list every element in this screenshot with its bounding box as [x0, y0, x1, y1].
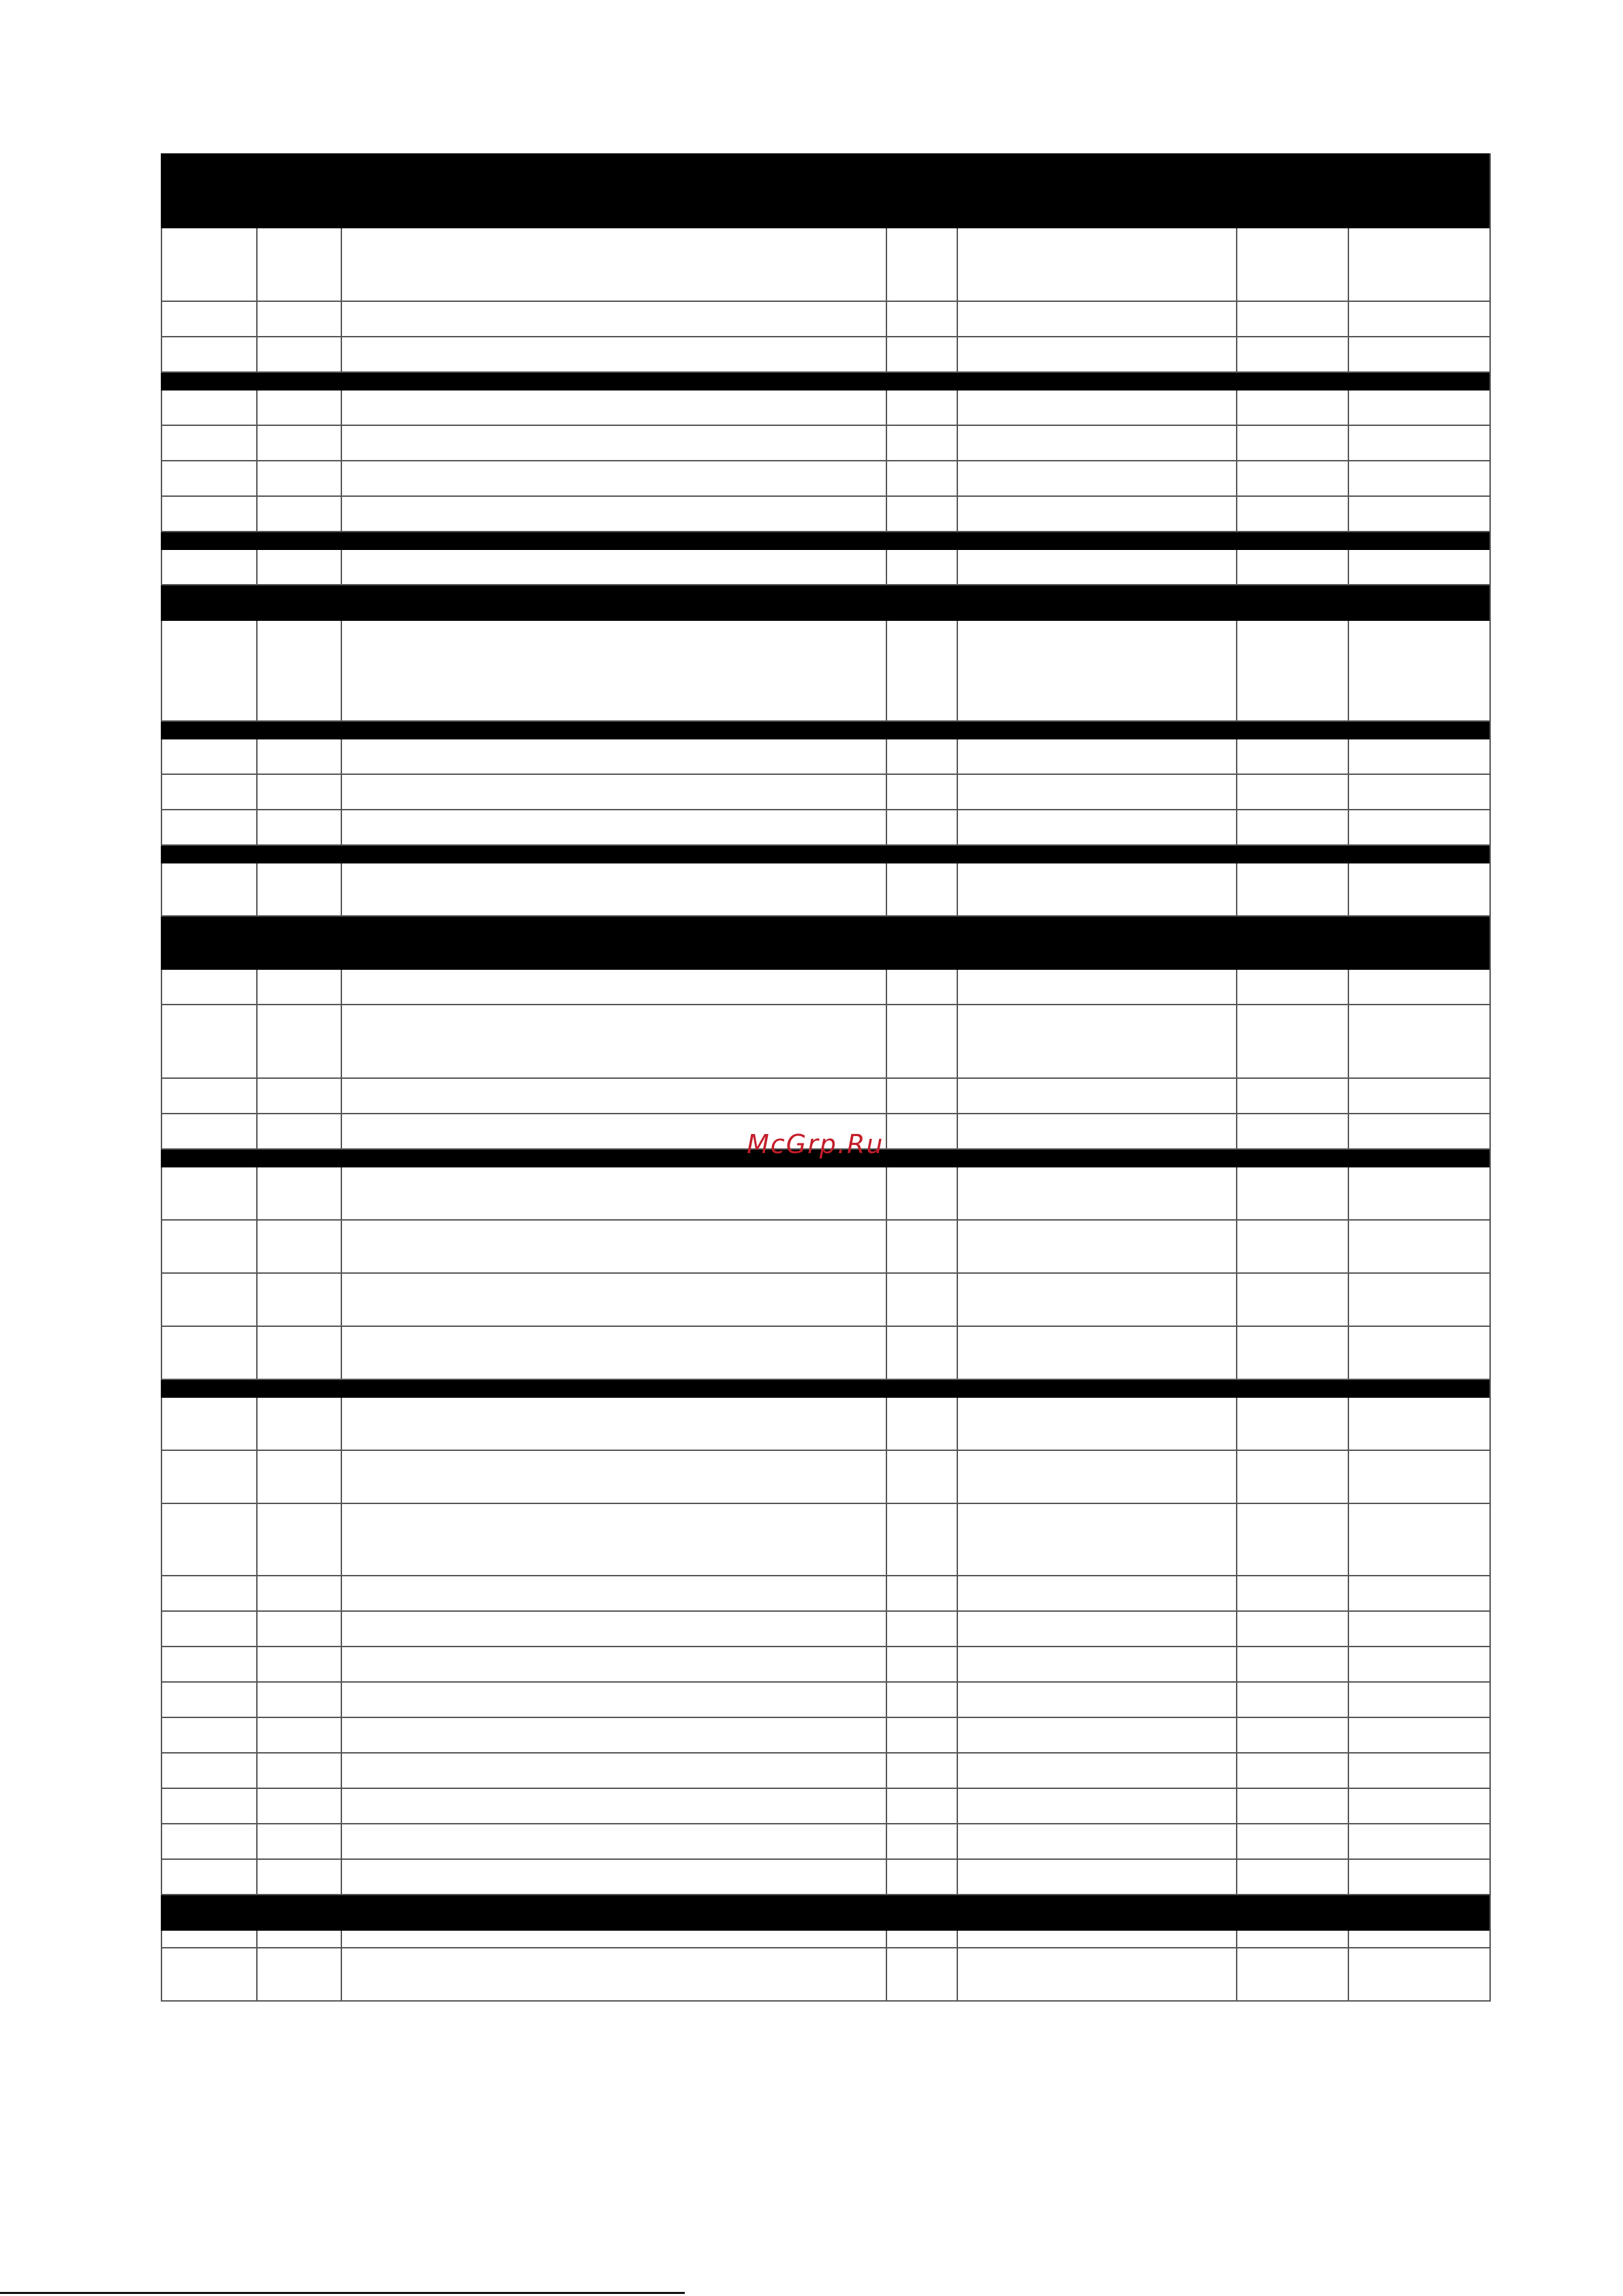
section-band: [161, 722, 1489, 739]
table-cell: [162, 1718, 1349, 1752]
table-cell: [162, 461, 1349, 495]
table-row: [161, 461, 1489, 497]
table-row: [161, 1718, 1489, 1754]
table-cell: [162, 1612, 1349, 1646]
table-cell: [162, 1398, 1349, 1450]
table-cell: [162, 1274, 1349, 1326]
watermark: McGrp.Ru: [747, 1129, 884, 1159]
table-cell: [162, 1504, 1349, 1575]
table-row: [161, 1647, 1489, 1683]
table-cell: [162, 1005, 1349, 1077]
section-band: [161, 153, 1489, 228]
table-row: [161, 1789, 1489, 1824]
table-cell: [162, 1576, 1349, 1610]
table-row: [161, 426, 1489, 461]
table-row: [161, 1576, 1489, 1612]
table-row: [161, 1079, 1489, 1114]
table-cell: [162, 1079, 1349, 1113]
table-cell: [162, 863, 1349, 915]
table-row: [161, 497, 1489, 532]
table-row: [161, 1504, 1489, 1576]
table-cell: [162, 739, 1349, 774]
table-row: [161, 550, 1489, 585]
table-row: [161, 810, 1489, 846]
table-cell: [162, 1167, 1349, 1219]
table-cell: [162, 426, 1349, 460]
table-cell: [162, 302, 1349, 336]
table-cell: [162, 1948, 1349, 2000]
table-cell: [162, 550, 1349, 584]
table-row: [161, 1274, 1489, 1327]
footer-rule: [0, 2292, 685, 2294]
table-row: [161, 1754, 1489, 1789]
table-row: [161, 1931, 1489, 1948]
table-cell: [162, 970, 1349, 1004]
table-cell: [162, 1931, 1349, 1947]
table-row: [161, 1398, 1489, 1451]
table-row: [161, 1683, 1489, 1718]
table-cell: [162, 810, 1349, 844]
section-band: [161, 585, 1489, 621]
table-cell: [162, 1754, 1349, 1788]
table-row: [161, 1860, 1489, 1895]
table-cell: [162, 621, 1349, 720]
table-cell: [162, 1789, 1349, 1823]
table-cell: [162, 1824, 1349, 1858]
table-row: [161, 302, 1489, 337]
table-row: [161, 391, 1489, 426]
table-row: [161, 228, 1489, 302]
table-cell: [162, 1221, 1349, 1272]
table-cell: [162, 1327, 1349, 1379]
table-cell: [162, 337, 1349, 371]
table-cell: [162, 391, 1349, 425]
table-row: [161, 1451, 1489, 1504]
section-band: [161, 1895, 1489, 1931]
table-cell: [162, 228, 1349, 301]
table-cell: [162, 775, 1349, 809]
specification-table: [161, 153, 1491, 2002]
table-row: [161, 1327, 1489, 1380]
table-row: [161, 1824, 1489, 1860]
table-row: [161, 970, 1489, 1005]
section-band: [161, 846, 1489, 863]
table-row: [161, 337, 1489, 373]
table-row: [161, 621, 1489, 722]
section-band: [161, 532, 1489, 550]
table-cell: [162, 1683, 1349, 1717]
table-row: [161, 775, 1489, 810]
table-cell: [162, 1647, 1349, 1681]
table-row: [161, 863, 1489, 917]
table-row: [161, 739, 1489, 775]
section-band: [161, 1380, 1489, 1398]
table-row: [161, 1221, 1489, 1274]
table-cell: [162, 497, 1349, 531]
section-band: [161, 917, 1489, 970]
table-cell: [162, 1860, 1349, 1894]
table-row: [161, 1005, 1489, 1079]
section-band: [161, 373, 1489, 391]
table-cell: [162, 1451, 1349, 1503]
table-row: [161, 1948, 1489, 2002]
table-row: [161, 1612, 1489, 1647]
table-row: [161, 1167, 1489, 1221]
